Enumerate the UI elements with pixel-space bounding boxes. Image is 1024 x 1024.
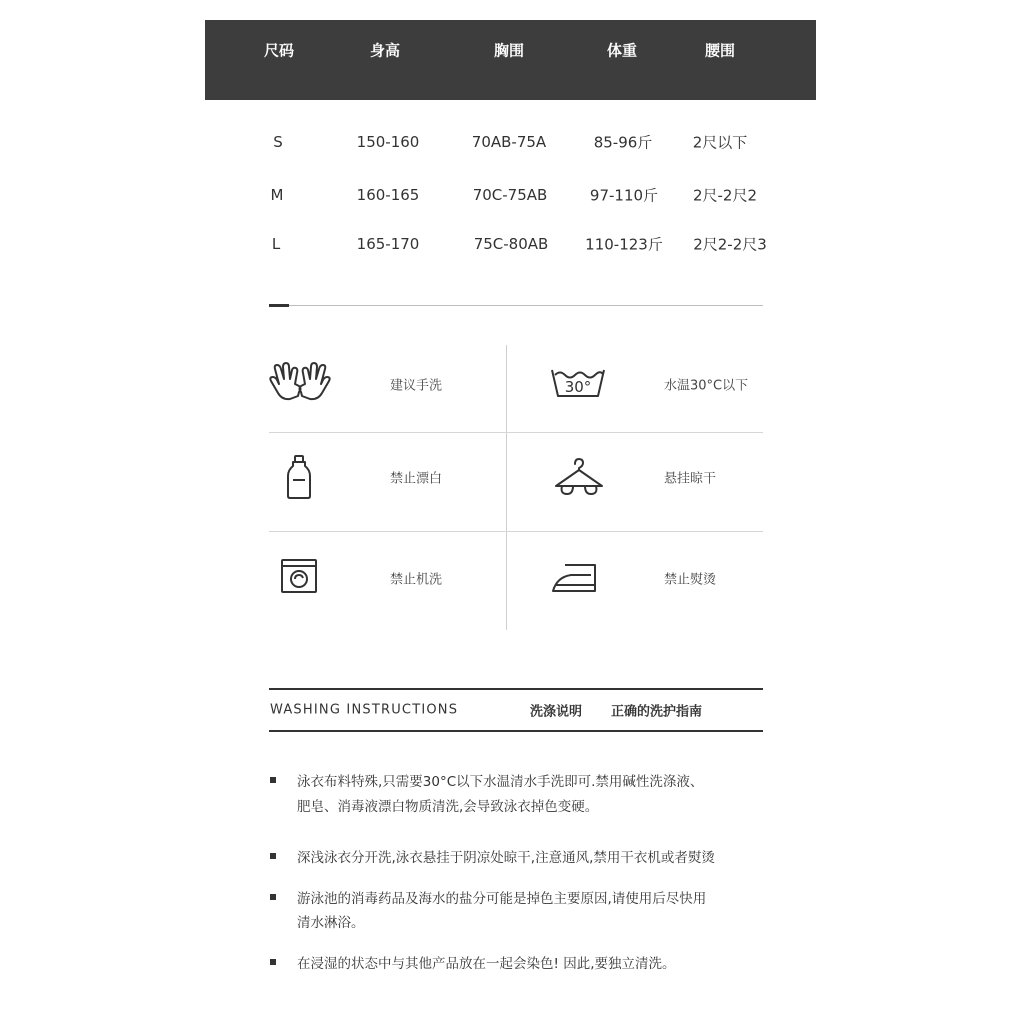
row-l-bust: 75C-80AB: [473, 235, 549, 253]
care-grid-row-divider-2: [269, 531, 763, 532]
wash-subtitle-cn: 正确的洗护指南: [611, 704, 703, 720]
wash-title-top-rule: [269, 688, 763, 690]
row-m-waist: 2尺-2尺2: [692, 186, 758, 205]
instruction-bullet: [270, 959, 276, 965]
row-l-weight: 110-123斤: [585, 235, 663, 254]
washing-machine-icon: [281, 559, 317, 593]
care-label-hand-wash: 建议手洗: [390, 378, 443, 394]
row-s-waist: 2尺以下: [692, 133, 748, 152]
header-weight: 体重: [606, 41, 638, 60]
row-s-bust: 70AB-75A: [471, 133, 547, 151]
care-grid-vertical: [506, 345, 507, 630]
section-divider-accent: [269, 304, 289, 307]
row-m-bust: 70C-75AB: [472, 186, 548, 204]
header-waist: 腰围: [704, 41, 736, 60]
row-m-size: M: [270, 186, 284, 204]
row-s-weight: 85-96斤: [593, 133, 653, 152]
hanger-icon: [553, 458, 605, 496]
care-label-no-machine-wash: 禁止机洗: [390, 572, 443, 588]
wash-temp-label: 30°: [564, 378, 592, 396]
wash-title-cn: 洗涤说明: [530, 704, 583, 720]
care-label-no-iron: 禁止熨烫: [664, 572, 717, 588]
row-m-weight: 97-110斤: [589, 186, 659, 205]
instruction-bullet: [270, 894, 276, 900]
care-label-water-temp: 水温30°C以下: [664, 378, 749, 394]
iron-icon: [551, 563, 599, 593]
row-s-size: S: [273, 133, 283, 151]
wash-title-bottom-rule: [269, 730, 763, 732]
wash-title-en: WASHING INSTRUCTIONS: [270, 702, 459, 718]
care-grid-row-divider-1: [269, 432, 763, 433]
wash-tub-30-icon: [550, 366, 606, 400]
instruction-3-line-2: 清水淋浴。: [297, 915, 365, 931]
care-label-hang-dry: 悬挂晾干: [664, 471, 717, 487]
header-height: 身高: [369, 41, 401, 60]
instruction-1-line-1: 泳衣布料特殊,只需要30°C以下水温清水手洗即可.禁用碱性洗涤液、: [297, 774, 704, 790]
header-bust: 胸围: [493, 41, 525, 60]
row-l-height: 165-170: [356, 235, 420, 253]
instruction-1-line-2: 肥皂、消毒液漂白物质清洗,会导致泳衣掉色变硬。: [297, 799, 599, 815]
row-s-height: 150-160: [356, 133, 420, 151]
hand-wash-icon: [268, 362, 332, 404]
section-divider: [269, 305, 763, 306]
row-l-size: L: [271, 235, 281, 253]
row-m-height: 160-165: [356, 186, 420, 204]
care-label-no-bleach: 禁止漂白: [390, 471, 443, 487]
instruction-4-line-1: 在浸湿的状态中与其他产品放在一起会染色! 因此,要独立清洗。: [297, 956, 676, 972]
bleach-bottle-icon: [285, 454, 313, 500]
row-l-waist: 2尺2-2尺3: [693, 235, 767, 254]
instruction-bullet: [270, 853, 276, 859]
header-size: 尺码: [263, 41, 295, 60]
instruction-3-line-1: 游泳池的消毒药品及海水的盐分可能是掉色主要原因,请使用后尽快用: [297, 891, 707, 907]
instruction-bullet: [270, 777, 276, 783]
instruction-2-line-1: 深浅泳衣分开洗,泳衣悬挂于阴凉处晾干,注意通风,禁用干衣机或者熨烫: [297, 850, 715, 866]
